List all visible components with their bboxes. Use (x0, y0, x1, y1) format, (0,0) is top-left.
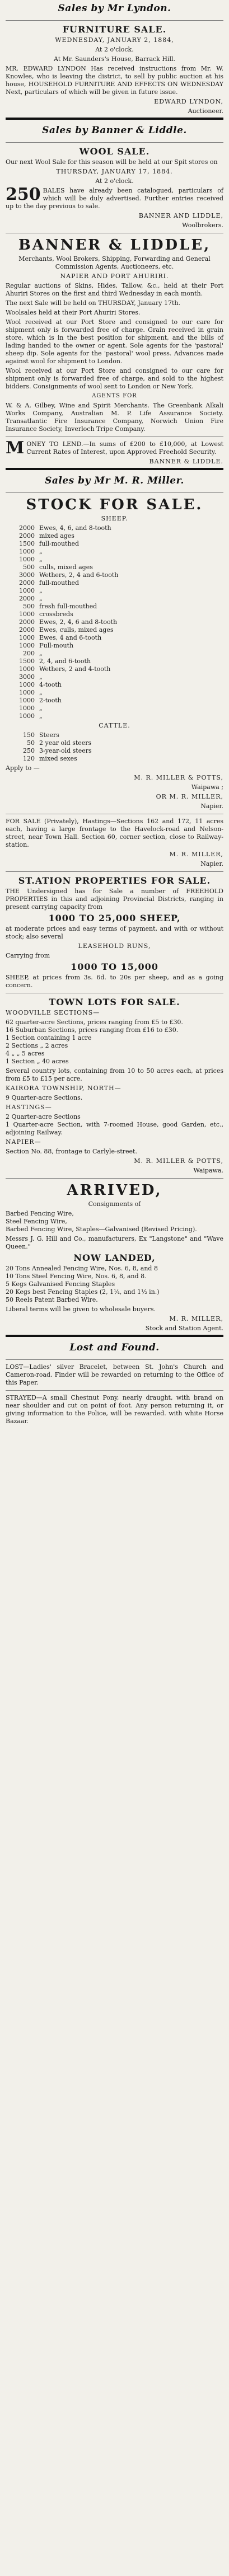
now-landed-items: 20 Tons Annealed Fencing Wire, Nos. 6, 8, and 8 10 Tons Steel Fencing Wire, Nos. 6, 8, and 8. 5 Kegs Galvanised Fencing Staples 20 Kegs best Fencing Staples (2, 1¼, and 1½ in.) 50 Reels Patent Barbed Wire. (6, 1265, 160, 1303)
stock-row (6, 634, 223, 642)
stock-row (6, 579, 223, 587)
stock-count: 1000 (19, 665, 35, 673)
stock-row (6, 665, 223, 673)
hastings-heading: HASTINGS— (6, 1104, 52, 1111)
stock-count: 1000 (19, 705, 35, 712)
stock-count: 2000 (19, 595, 35, 602)
arrived-items: Barbed Fencing Wire, Steel Fencing Wire, Barbed Fencing Wire, Staples—Galvanised (Revised Pricing). (6, 1210, 197, 1233)
stock-row (6, 650, 223, 658)
stock-count: 2000 (19, 626, 35, 634)
stock-apply: Apply to — (6, 764, 40, 772)
station-properties-range: 1000 TO 25,000 SHEEP, (48, 913, 181, 923)
stock-row (6, 556, 223, 564)
napier-section: Section No. 88, frontage to Carlyle-street. (6, 1148, 137, 1155)
wool-sale-signature-title: Woolbrokers. (182, 222, 223, 229)
arrived-title: ARRIVED, (67, 1182, 162, 1199)
kairora-heading: KAIRORA TOWNSHIP, NORTH— (6, 1085, 121, 1092)
leasehold-body: Carrying from (6, 952, 50, 959)
stock-row (6, 595, 223, 603)
stock-count: 1000 (19, 611, 35, 618)
divider (6, 118, 223, 120)
wool-sale-title: WOOL SALE. (79, 146, 150, 157)
section-header-lyndon: Sales by Mr Lyndon. (58, 3, 171, 14)
stock-description: „ (39, 556, 43, 563)
stock-description: 2, 4, and 6-tooth (39, 658, 91, 665)
money-drop-cap: M (6, 438, 25, 458)
hastings-signature: M. R. MILLER, (169, 851, 223, 858)
stock-row (6, 642, 223, 650)
stock-description: Ewes, 2, 4, 6 and 8-tooth (39, 618, 118, 626)
furniture-sale-title: FURNITURE SALE. (62, 24, 167, 35)
station-properties-body-2: at moderate prices and easy terms of payment, and with or without stock; also several (6, 925, 223, 940)
leasehold-body-2: SHEEP, at prices from 3s. 6d. to 20s per sheep, and as a going concern. (6, 974, 223, 989)
stock-count: 3000 (19, 673, 35, 681)
sheep-heading: SHEEP. (101, 515, 128, 522)
banner-liddle-subtitle: Merchants, Wool Brokers, Shipping, Forwarding and General Commission Agents, Auctioneers, etc. (18, 255, 211, 270)
section-header-lost-found: Lost and Found. (69, 1342, 160, 1353)
leasehold-range: 1000 TO 15,000 (71, 961, 158, 972)
town-lots-signature: M. R. MILLER & POTTS, (134, 1157, 223, 1165)
stock-description: Wethers, 2, 4 and 6-tooth (39, 571, 119, 579)
arrived-terms: Liberal terms will be given to wholesale buyers. (6, 1306, 156, 1313)
stock-count: 3000 (19, 571, 35, 579)
stock-count: 1000 (19, 556, 35, 563)
wool-sale-date: THURSDAY, JANUARY 17, 1884. (56, 168, 173, 175)
divider (6, 492, 223, 493)
stock-row (6, 571, 223, 579)
arrived-signature-title: Stock and Station Agent. (145, 1325, 223, 1332)
stock-description: Ewes, culls, mixed ages (39, 626, 114, 634)
stock-row (6, 731, 223, 739)
stock-description: „ (39, 587, 43, 594)
stock-row (6, 697, 223, 705)
town-lots-title: TOWN LOTS FOR SALE. (49, 997, 180, 1007)
stock-row (6, 540, 223, 548)
stock-signature: M. R. MILLER & POTTS, (134, 774, 223, 781)
stock-description: 3-year-old steers (39, 747, 92, 754)
woodville-sections: 62 quarter-acre Sections, prices ranging from £5 to £30. 16 Suburban Sections, prices ranging from £16 to £30. 1 Section containing 1 acre 2 Sections „ 2 acres 4 „ „ 5 acres 1 Section „ 40 acres (6, 1019, 183, 1065)
stock-description: „ (39, 673, 43, 681)
stock-count: 250 (23, 747, 35, 754)
stock-row (6, 564, 223, 571)
wool-bales-paragraph (6, 187, 223, 210)
stock-description: Wethers, 2 and 4-tooth (39, 665, 111, 673)
stock-row (6, 747, 223, 755)
section-header-miller: Sales by Mr M. R. Miller. (45, 475, 184, 486)
agents-list: W. & A. Gilbey, Wine and Spirit Merchants. The Greenbank Alkali Works Company, Australian M. P. Life Assurance Society. Transatlantic Fire Insurance Company, Norwich Union Fire Insurance Society, Inverloch Tripe Company. (6, 402, 223, 433)
stock-count: 50 (27, 739, 35, 747)
stock-count: 1000 (19, 587, 35, 594)
hastings-sale-body: FOR SALE (Privately), Hastings—Sections 162 and 172, 11 acres each, having a large frontage to the Havelock-road and Nelson-street, near Town Hall. Section 60, corner section, close to Railway-station. (6, 818, 223, 848)
hastings-signature-place: Napier. (200, 860, 223, 867)
stock-count: 1000 (19, 642, 35, 649)
kairora-sections: 9 Quarter-acre Sections. (6, 1094, 83, 1101)
furniture-sale-date: WEDNESDAY, JANUARY 2, 1884, (55, 36, 174, 44)
stock-description: fresh full-mouthed (39, 603, 97, 610)
country-lots: Several country lots, containing from 10 to 50 acres each, at prices from £5 to £15 per acre. (6, 1067, 223, 1082)
arrived-subtitle: Consignments of (88, 1200, 141, 1208)
wool-sale-time: At 2 o'clock. (95, 177, 134, 185)
stock-description: full-mouthed (39, 579, 80, 586)
section-header-banner-liddle: Sales by Banner & Liddle. (42, 125, 187, 136)
furniture-sale-time: At 2 o'clock. (95, 46, 134, 53)
agents-heading: AGENTS FOR (92, 393, 137, 399)
banner-liddle-p2: The next Sale will be held on THURSDAY, January 17th. (6, 299, 180, 307)
stock-count: 1000 (19, 689, 35, 696)
stock-for-sale-title: STOCK FOR SALE. (26, 496, 203, 513)
arrived-ex: Messrs J. G. Hill and Co., manufacturers, Ex "Langstone" and "Wave Queen." (6, 1235, 223, 1250)
stock-signature-2: OR M. R. MILLER, (156, 793, 223, 800)
divider (6, 468, 223, 470)
banner-liddle-p5: Wool received at our Port Store and consigned to our care for shipment only is forwarded free of charge, and sold to the highest bidders. Consignments of wool sent to London or New York. (6, 367, 223, 390)
stock-description: mixed sexes (39, 755, 77, 762)
hastings-sections: 2 Quarter-acre Sections 1 Quarter-acre Section, with 7-roomed House, good Garden, etc., adjoining Railway. (6, 1113, 223, 1136)
wool-sale-body: Our next Wool Sale for this season will be held at our Spit stores on (6, 158, 218, 166)
banner-liddle-p1: Regular auctions of Skins, Hides, Tallow, &c., held at their Port Ahuriri Stores on the first and third Wednesday in each month. (6, 282, 223, 297)
stock-description: Full-mouth (39, 642, 74, 649)
stock-count: 1000 (19, 548, 35, 555)
stock-count: 2000 (19, 579, 35, 586)
divider (6, 20, 223, 21)
stock-row (6, 689, 223, 697)
napier-heading: NAPIER— (6, 1138, 41, 1146)
stock-row (6, 618, 223, 626)
cattle-heading: CATTLE. (99, 722, 130, 729)
stock-row (6, 611, 223, 618)
divider (6, 142, 223, 143)
stock-count: 1000 (19, 681, 35, 688)
stock-count: 2000 (19, 618, 35, 626)
stock-row (6, 755, 223, 763)
stock-count: 2000 (19, 532, 35, 539)
stock-row (6, 681, 223, 689)
stock-row (6, 705, 223, 712)
divider (6, 1335, 223, 1337)
stock-count: 200 (23, 650, 35, 657)
stock-row (6, 548, 223, 556)
furniture-sale-signature: EDWARD LYNDON, (154, 98, 223, 105)
stock-description: „ (39, 595, 43, 602)
arrived-signature: M. R. MILLER, (169, 1315, 223, 1322)
stock-description: 2-tooth (39, 697, 62, 704)
banner-liddle-p3: Woolsales held at their Port Ahuriri Stores. (6, 309, 141, 316)
stock-description: „ (39, 650, 43, 657)
money-to-lend-text: ONEY TO LEND.—In sums of £200 to £10,000, at Lowest Current Rates of Interest, upon Approved Freehold Security. (26, 440, 223, 456)
stock-row (6, 712, 223, 720)
wool-bales-number: 250 (6, 185, 41, 204)
now-landed-title: NOW LANDED, (73, 1252, 156, 1263)
stock-count: 1500 (19, 540, 35, 547)
divider (6, 1390, 223, 1391)
stock-description: 4-tooth (39, 681, 62, 688)
furniture-sale-signature-title: Auctioneer. (188, 107, 223, 115)
stock-description: Ewes, 4 and 6-tooth (39, 634, 102, 641)
money-to-lend (6, 440, 223, 456)
stock-description: crossbreds (39, 611, 73, 618)
wool-sale-signature: BANNER AND LIDDLE, (138, 212, 223, 219)
stock-count: 500 (23, 564, 35, 571)
cattle-list (6, 731, 223, 763)
money-signature: BANNER & LIDDLE. (149, 458, 223, 465)
stock-row (6, 524, 223, 532)
wool-bales-text: BALES have already been catalogued, particulars of which will be duly advertised. Further entries received up to the day previous to sale. (6, 187, 223, 210)
stock-count: 150 (23, 731, 35, 739)
leasehold-heading: LEASEHOLD RUNS, (78, 942, 151, 950)
stock-description: „ (39, 712, 43, 720)
banner-liddle-place: NAPIER AND PORT AHURIRI. (60, 273, 169, 280)
woodville-heading: WOODVILLE SECTIONS— (6, 1009, 100, 1016)
strayed-pony-notice: STRAYED—A small Chestnut Pony, nearly draught, with brand on near shoulder and cut on point of foot. Any person returning it, or giving information to the Police, will be rewarded. with white Horse Bazaar. (6, 1394, 223, 1425)
divider (6, 1359, 223, 1360)
sheep-list (6, 524, 223, 720)
stock-row (6, 673, 223, 681)
stock-description: Steers (39, 731, 59, 739)
stock-count: 1000 (19, 712, 35, 720)
stock-description: 2 year old steers (39, 739, 92, 747)
stock-description: Ewes, 4, 6, and 8-tooth (39, 524, 111, 532)
stock-description: culls, mixed ages (39, 564, 93, 571)
furniture-sale-place: At Mr. Saunders's House, Barrack Hill. (54, 55, 175, 63)
stock-count: 1000 (19, 634, 35, 641)
divider (6, 1178, 223, 1179)
town-lots-signature-place: Waipawa. (193, 1167, 223, 1174)
stock-description: „ (39, 548, 43, 555)
station-properties-body: THE Undersigned has for Sale a number of FREEHOLD PROPERTIES in this and adjoining Provincial Districts, ranging in present carrying capacity from (6, 888, 223, 911)
stock-description: mixed ages (39, 532, 74, 539)
stock-description: full-mouthed (39, 540, 80, 547)
stock-description: „ (39, 689, 43, 696)
stock-row (6, 739, 223, 747)
stock-count: 1000 (19, 697, 35, 704)
stock-signature-2-place: Napier. (200, 803, 223, 810)
stock-row (6, 532, 223, 540)
stock-row (6, 658, 223, 665)
stock-signature-place: Waipawa ; (191, 783, 223, 791)
divider (6, 871, 223, 872)
lost-bracelet-notice: LOST—Ladies' silver Bracelet, between St. John's Church and Cameron-road. Finder will be rewarded on returning to the Office of this Paper. (6, 1363, 223, 1386)
stock-count: 2000 (19, 524, 35, 532)
stock-row (6, 587, 223, 595)
stock-row (6, 626, 223, 634)
station-properties-title: ST.ATION PROPERTIES FOR SALE. (18, 875, 211, 886)
stock-count: 120 (23, 755, 35, 762)
banner-liddle-title: BANNER & LIDDLE, (18, 237, 211, 254)
furniture-sale-body: MR. EDWARD LYNDON Has received instructions from Mr. W. Knowles, who is leaving the district, to sell by public auction at his house, HOUSEHOLD FURNITURE AND EFFECTS ON WEDNESDAY Next, particulars of which will be given in future issue. (6, 65, 223, 96)
stock-count: 1500 (19, 658, 35, 665)
stock-row (6, 603, 223, 611)
stock-count: 500 (23, 603, 35, 610)
stock-description: „ (39, 705, 43, 712)
banner-liddle-p4: Wool received at our Port Store and consigned to our care for shipment only is forwarded free of charge. Grain received in grain store, which is in the best position for shipment, and the bills of lading handed to the owner or agent. Sole agents for the 'pastoral' sheep dip. Sole agents for the 'pastoral' wool press. Advances made against wool for shipment to London. (6, 318, 223, 365)
